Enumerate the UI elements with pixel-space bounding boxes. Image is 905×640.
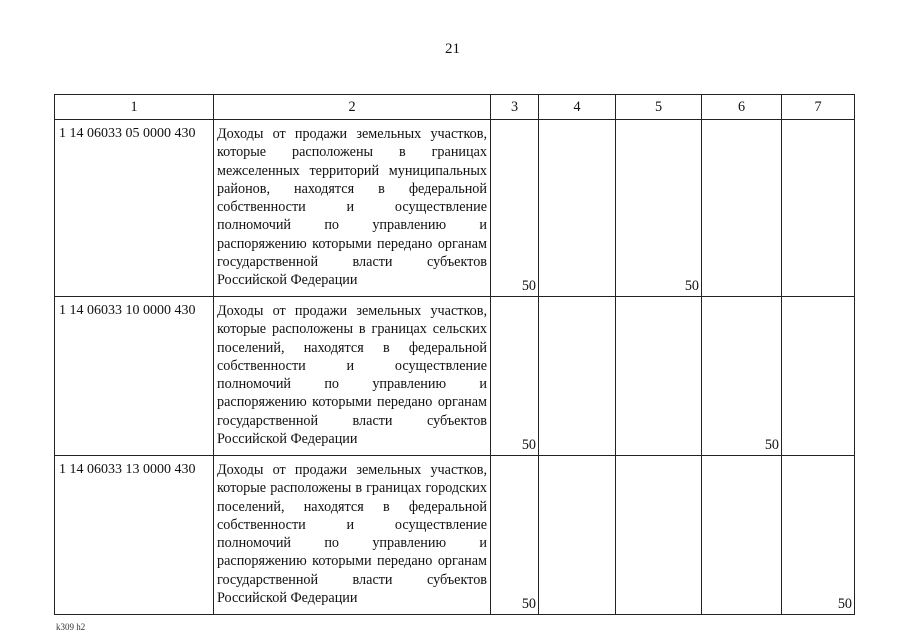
cell-col-3: 50 — [491, 120, 539, 297]
cell-col-7 — [782, 297, 855, 456]
cell-col-5 — [616, 456, 702, 615]
row-description: Доходы от продажи земельных участков, которые расположены в границах межселенных территорий муниципальных районов, находятся в федеральной собственности и осуществление полномочий по управлению и распоряжению которыми передано органам государственной власти субъектов Российской Федерации — [214, 120, 491, 297]
cell-col-5 — [616, 297, 702, 456]
cell-col-3: 50 — [491, 297, 539, 456]
header-col-1: 1 — [55, 95, 214, 120]
header-col-6: 6 — [702, 95, 782, 120]
cell-col-4 — [539, 297, 616, 456]
cell-col-4 — [539, 456, 616, 615]
header-col-4: 4 — [539, 95, 616, 120]
table-row — [55, 456, 855, 615]
footer-code: k309 h2 — [56, 622, 86, 632]
table-row — [55, 120, 855, 297]
cell-col-6 — [702, 456, 782, 615]
cell-col-6 — [702, 120, 782, 297]
row-code: 1 14 06033 05 0000 430 — [55, 120, 214, 297]
header-col-5: 5 — [616, 95, 702, 120]
cell-col-5: 50 — [616, 120, 702, 297]
row-description: Доходы от продажи земельных участков, которые расположены в границах городских поселений, находятся в федеральной собственности и осуществление полномочий по управлению и распоряжению которыми передано органам государственной власти субъектов Российской Федерации — [214, 456, 491, 615]
row-description: Доходы от продажи земельных участков, которые расположены в границах сельских поселений, находятся в федеральной собственности и осуществление полномочий по управлению и распоряжению которыми передано органам государственной власти субъектов Российской Федерации — [214, 297, 491, 456]
row-code: 1 14 06033 10 0000 430 — [55, 297, 214, 456]
cell-col-6: 50 — [702, 297, 782, 456]
header-row — [55, 95, 855, 120]
cell-col-4 — [539, 120, 616, 297]
header-col-7: 7 — [782, 95, 855, 120]
header-col-3: 3 — [491, 95, 539, 120]
table-row — [55, 297, 855, 456]
revenue-table — [54, 94, 855, 615]
header-col-2: 2 — [214, 95, 491, 120]
page-number: 21 — [445, 41, 460, 57]
cell-col-3: 50 — [491, 456, 539, 615]
row-code: 1 14 06033 13 0000 430 — [55, 456, 214, 615]
cell-col-7: 50 — [782, 456, 855, 615]
cell-col-7 — [782, 120, 855, 297]
